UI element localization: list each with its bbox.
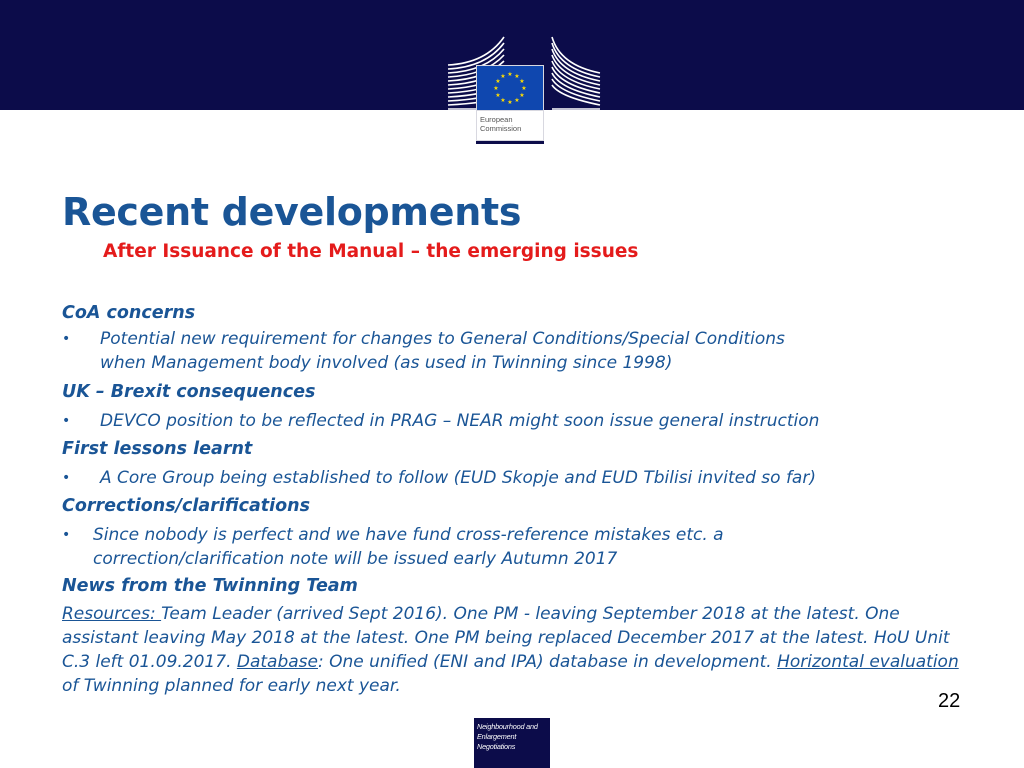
slide-content [62,300,962,698]
svg-text:★: ★ [519,78,525,85]
page-number: 22 [938,690,961,712]
section-heading: CoA concerns [62,303,196,323]
bullet-item: • A Core Group being established to follow (EUD Skopje and EUD Tbilisi invited so far) [62,463,962,493]
svg-text:★: ★ [495,92,501,99]
bullet-icon: • [62,527,71,543]
svg-text:★: ★ [500,73,506,80]
ec-logo-text: European Commission [476,111,544,141]
ec-logo-box [476,65,544,173]
svg-text:★: ★ [521,85,527,92]
ec-logo-underline [476,141,544,144]
svg-text:★: ★ [495,78,501,85]
bullet-icon: • [62,470,71,486]
slide-title: Recent developments [62,190,522,234]
bullet-icon: • [62,331,71,347]
horizontal-evaluation-link: Horizontal evaluation [777,652,959,672]
svg-text:★: ★ [507,71,513,78]
section-heading: Corrections/clarifications [62,496,311,516]
svg-text:★: ★ [493,85,499,92]
section-heading: UK – Brexit consequences [62,382,316,402]
section-heading: First lessons learnt [62,439,253,459]
database-link: Database [236,652,318,672]
building-right-icon [550,35,602,110]
slide-subtitle: After Issuance of the Manual – the emerging issues [103,241,639,262]
bullet-item: • Potential new requirement for changes to General Conditions/Special Conditions when Management body involved (as used in Twinning since 1998) [62,329,785,373]
svg-text:★: ★ [507,99,513,106]
bullet-item: • DEVCO position to be reflected in PRAG – NEAR might soon issue general instruction [62,406,962,436]
section-heading: News from the Twinning Team [62,576,358,596]
svg-text:★: ★ [500,97,506,104]
team-news-paragraph: Resources: Team Leader (arrived Sept 2016). One PM - leaving September 2018 at the latest. One assistant leaving May 2018 at the latest. One PM being replaced December 2017 at the latest. HoU Unit C.3 left 01.09.2017. Database: One unified (ENI and IPA) database in development. Horizontal evaluation of Twinning planned for early next year. [62,604,959,696]
eu-flag-icon [476,65,544,111]
svg-text:★: ★ [514,97,520,104]
near-logo: Neighbourhood and Enlargement Negotiations [474,718,550,768]
svg-text:★: ★ [514,73,520,80]
bullet-item: • Since nobody is perfect and we have fund cross-reference mistakes etc. a correction/clarification note will be issued early Autumn 2017 [62,525,724,569]
bullet-icon: • [62,413,71,429]
svg-text:★: ★ [519,92,525,99]
european-commission-logo [446,35,602,147]
resources-link: Resources: [62,604,162,624]
